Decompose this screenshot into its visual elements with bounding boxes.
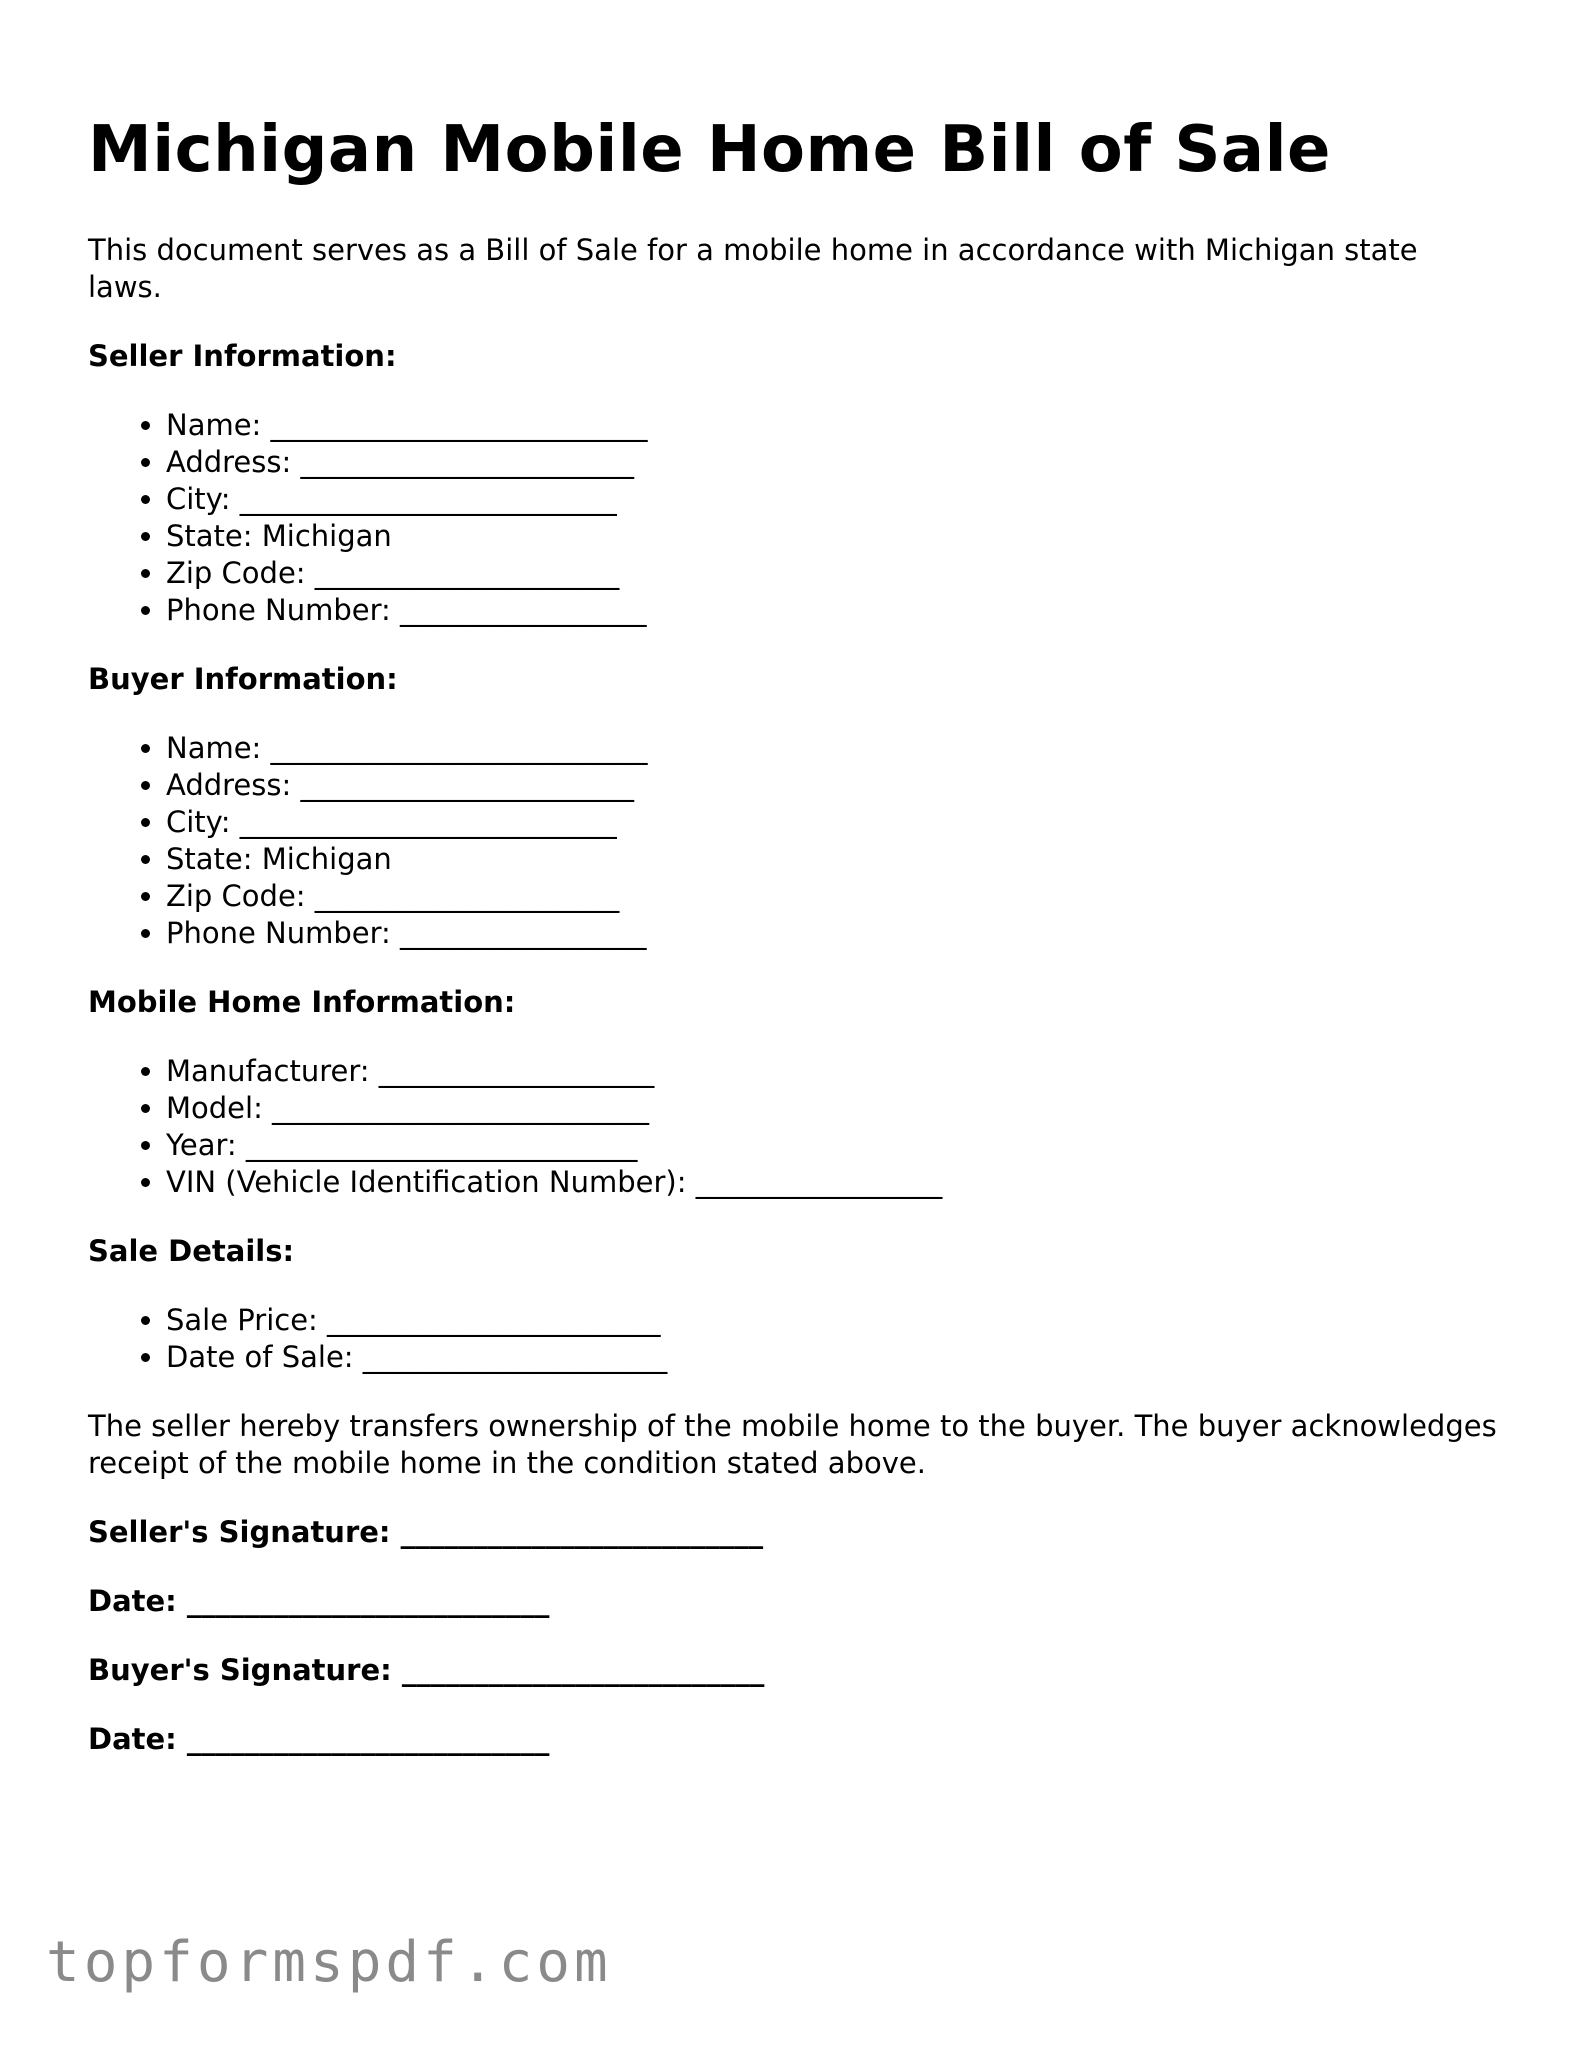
watermark-text: topformspdf.com [46,1930,612,1995]
buyer-state-field: • State: Michigan [166,841,1508,878]
document-title: Michigan Mobile Home Bill of Sale [88,113,1331,187]
seller-section-heading: Seller Information: [88,339,397,373]
sale-details-fields-list [88,1302,1508,1376]
buyer-phone-field: • Phone Number: _________________ [166,915,1508,952]
buyer-address-field: • Address: _______________________ [166,767,1508,804]
sale-details-section-heading: Sale Details: [88,1234,295,1268]
date-of-sale-field: • Date of Sale: _____________________ [166,1339,1508,1376]
document-page [88,0,1508,1758]
buyer-fields-list [88,730,1508,952]
seller-city-field: • City: __________________________ [166,481,1508,518]
seller-signature-line: Seller's Signature: _________________________ [88,1515,764,1549]
transfer-statement: The seller hereby transfers ownership of the mobile home to the buyer. The buyer acknowledges receipt of the mobile home in the condition stated above. [88,1409,1497,1480]
year-field: • Year: ___________________________ [166,1127,1508,1164]
buyer-city-field: • City: __________________________ [166,804,1508,841]
intro-paragraph: This document serves as a Bill of Sale for a mobile home in accordance with Michigan state laws. [88,233,1418,304]
buyer-date-line: Date: _________________________ [88,1722,550,1756]
mobile-home-fields-list [88,1053,1508,1201]
seller-zip-field: • Zip Code: _____________________ [166,555,1508,592]
seller-date-line: Date: _________________________ [88,1584,550,1618]
mobile-home-section-heading: Mobile Home Information: [88,985,516,1019]
model-field: • Model: __________________________ [166,1090,1508,1127]
seller-phone-field: • Phone Number: _________________ [166,592,1508,629]
buyer-signature-line: Buyer's Signature: _________________________ [88,1653,765,1687]
sale-price-field: • Sale Price: _______________________ [166,1302,1508,1339]
buyer-section-heading: Buyer Information: [88,662,398,696]
seller-address-field: • Address: _______________________ [166,444,1508,481]
seller-state-field: • State: Michigan [166,518,1508,555]
seller-fields-list [88,407,1508,629]
buyer-name-field: • Name: __________________________ [166,730,1508,767]
manufacturer-field: • Manufacturer: ___________________ [166,1053,1508,1090]
buyer-zip-field: • Zip Code: _____________________ [166,878,1508,915]
seller-name-field: • Name: __________________________ [166,407,1508,444]
vin-field: • VIN (Vehicle Identification Number): _________________ [166,1164,1508,1201]
